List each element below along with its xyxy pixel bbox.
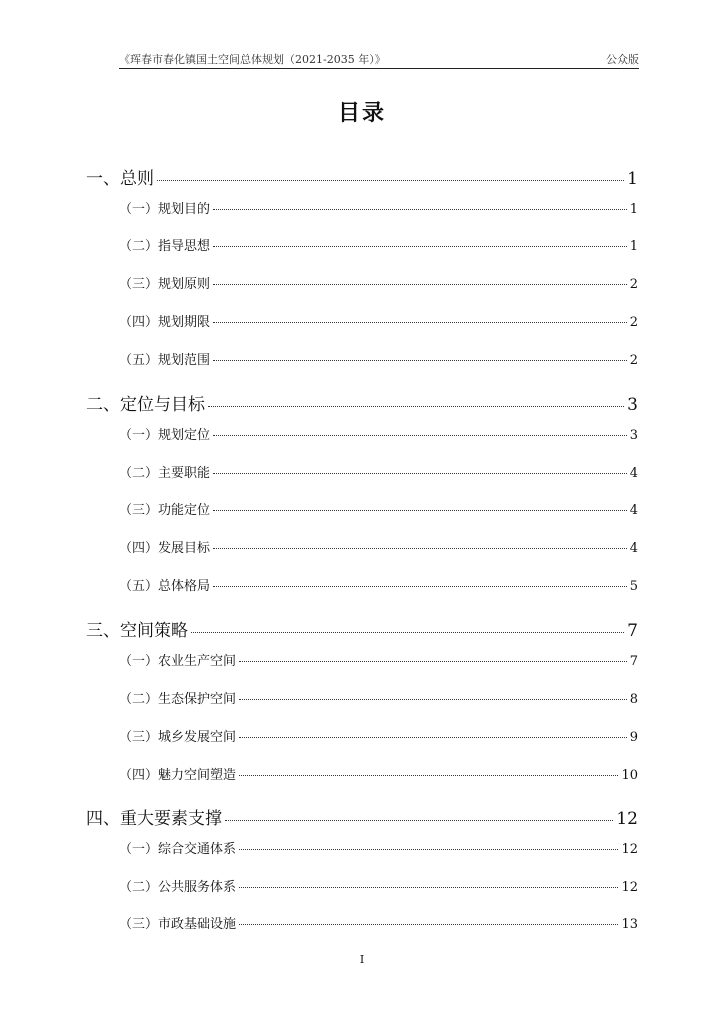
toc-entry-page: 1 <box>629 239 638 254</box>
toc-section-entry[interactable] <box>86 164 638 189</box>
dot-leader <box>208 406 624 407</box>
dot-leader <box>239 775 618 776</box>
toc-entry-page: 7 <box>627 621 638 641</box>
toc-entry-label: （二）生态保护空间 <box>119 692 237 707</box>
toc-subsection-entry[interactable] <box>119 462 638 481</box>
toc-entry-label: （一）综合交通体系 <box>119 842 237 857</box>
toc-entry-page: 7 <box>629 654 638 669</box>
dot-leader <box>213 435 627 436</box>
dot-leader <box>239 661 627 662</box>
toc-entry-page: 12 <box>616 809 638 829</box>
toc-entry-page: 1 <box>629 202 638 217</box>
toc-entry-label: （三）规划原则 <box>119 277 211 292</box>
dot-leader <box>239 699 627 700</box>
toc-entry-label: 四、重大要素支撑 <box>86 809 222 829</box>
toc-section-entry[interactable] <box>86 390 638 415</box>
toc-entry-page: 3 <box>627 395 638 415</box>
toc-entry-label: （三）功能定位 <box>119 503 211 518</box>
toc-subsection-entry[interactable] <box>119 273 638 292</box>
toc-entry-label: （四）发展目标 <box>119 541 211 556</box>
toc-subsection-entry[interactable] <box>119 764 638 783</box>
toc-subsection-entry[interactable] <box>119 349 638 368</box>
toc-entry-label: （四）魅力空间塑造 <box>119 768 237 783</box>
toc-section-entry[interactable] <box>86 616 638 641</box>
toc-subsection-entry[interactable] <box>119 726 638 745</box>
toc-entry-label: （一）农业生产空间 <box>119 654 237 669</box>
header-edition: 公众版 <box>606 53 639 66</box>
toc-entry-page: 10 <box>621 768 638 783</box>
dot-leader <box>157 180 624 181</box>
dot-leader <box>191 632 624 633</box>
toc-entry-page: 3 <box>629 428 638 443</box>
toc-subsection-entry[interactable] <box>119 235 638 254</box>
toc-subsection-entry[interactable] <box>119 650 638 669</box>
toc-entry-page: 4 <box>629 503 638 518</box>
toc-subsection-entry[interactable] <box>119 424 638 443</box>
dot-leader <box>213 322 627 323</box>
toc-subsection-entry[interactable] <box>119 688 638 707</box>
toc-entry-page: 8 <box>629 692 638 707</box>
toc-subsection-entry[interactable] <box>119 311 638 330</box>
dot-leader <box>213 510 627 511</box>
toc-entry-page: 2 <box>629 277 638 292</box>
toc-subsection-entry[interactable] <box>119 575 638 594</box>
toc-entry-label: （三）城乡发展空间 <box>119 730 237 745</box>
dot-leader <box>213 360 627 361</box>
toc-entry-page: 2 <box>629 315 638 330</box>
toc-entry-label: 二、定位与目标 <box>86 395 205 415</box>
toc-entry-page: 4 <box>629 466 638 481</box>
toc-entry-label: （一）规划定位 <box>119 428 211 443</box>
dot-leader <box>225 820 613 821</box>
toc-entry-label: （三）市政基础设施 <box>119 917 237 932</box>
dot-leader <box>213 209 627 210</box>
dot-leader <box>213 586 627 587</box>
page-number-footer: I <box>359 953 365 966</box>
toc-entry-label: （五）总体格局 <box>119 579 211 594</box>
toc-section-entry[interactable] <box>86 804 638 829</box>
dot-leader <box>239 849 618 850</box>
toc-entry-page: 12 <box>621 842 638 857</box>
toc-subsection-entry[interactable] <box>119 913 638 932</box>
toc-entry-label: （四）规划期限 <box>119 315 211 330</box>
toc-entry-label: （一）规划目的 <box>119 202 211 217</box>
toc-subsection-entry[interactable] <box>119 876 638 895</box>
toc-title: 目录 <box>337 100 386 126</box>
toc-entry-label: 一、总则 <box>86 169 154 189</box>
toc-entry-label: （二）公共服务体系 <box>119 880 237 895</box>
dot-leader <box>239 924 618 925</box>
header-document-title: 《珲春市春化镇国土空间总体规划（2021-2035 年）》 <box>119 53 386 66</box>
toc-entry-label: （二）主要职能 <box>119 466 211 481</box>
toc-subsection-entry[interactable] <box>119 499 638 518</box>
toc-entry-label: 三、空间策略 <box>86 621 188 641</box>
toc-subsection-entry[interactable] <box>119 838 638 857</box>
dot-leader <box>213 473 627 474</box>
toc-subsection-entry[interactable] <box>119 198 638 217</box>
toc-entry-page: 2 <box>629 353 638 368</box>
toc-entry-page: 9 <box>629 730 638 745</box>
toc-entry-page: 13 <box>621 917 638 932</box>
dot-leader <box>213 246 627 247</box>
toc-entry-page: 5 <box>629 579 638 594</box>
toc-entry-label: （二）指导思想 <box>119 239 211 254</box>
dot-leader <box>213 284 627 285</box>
toc-entry-page: 4 <box>629 541 638 556</box>
dot-leader <box>213 548 627 549</box>
toc-entry-page: 1 <box>627 169 638 189</box>
toc-entry-page: 12 <box>621 880 638 895</box>
toc-subsection-entry[interactable] <box>119 537 638 556</box>
dot-leader <box>239 737 627 738</box>
toc-entry-label: （五）规划范围 <box>119 353 211 368</box>
dot-leader <box>239 887 618 888</box>
